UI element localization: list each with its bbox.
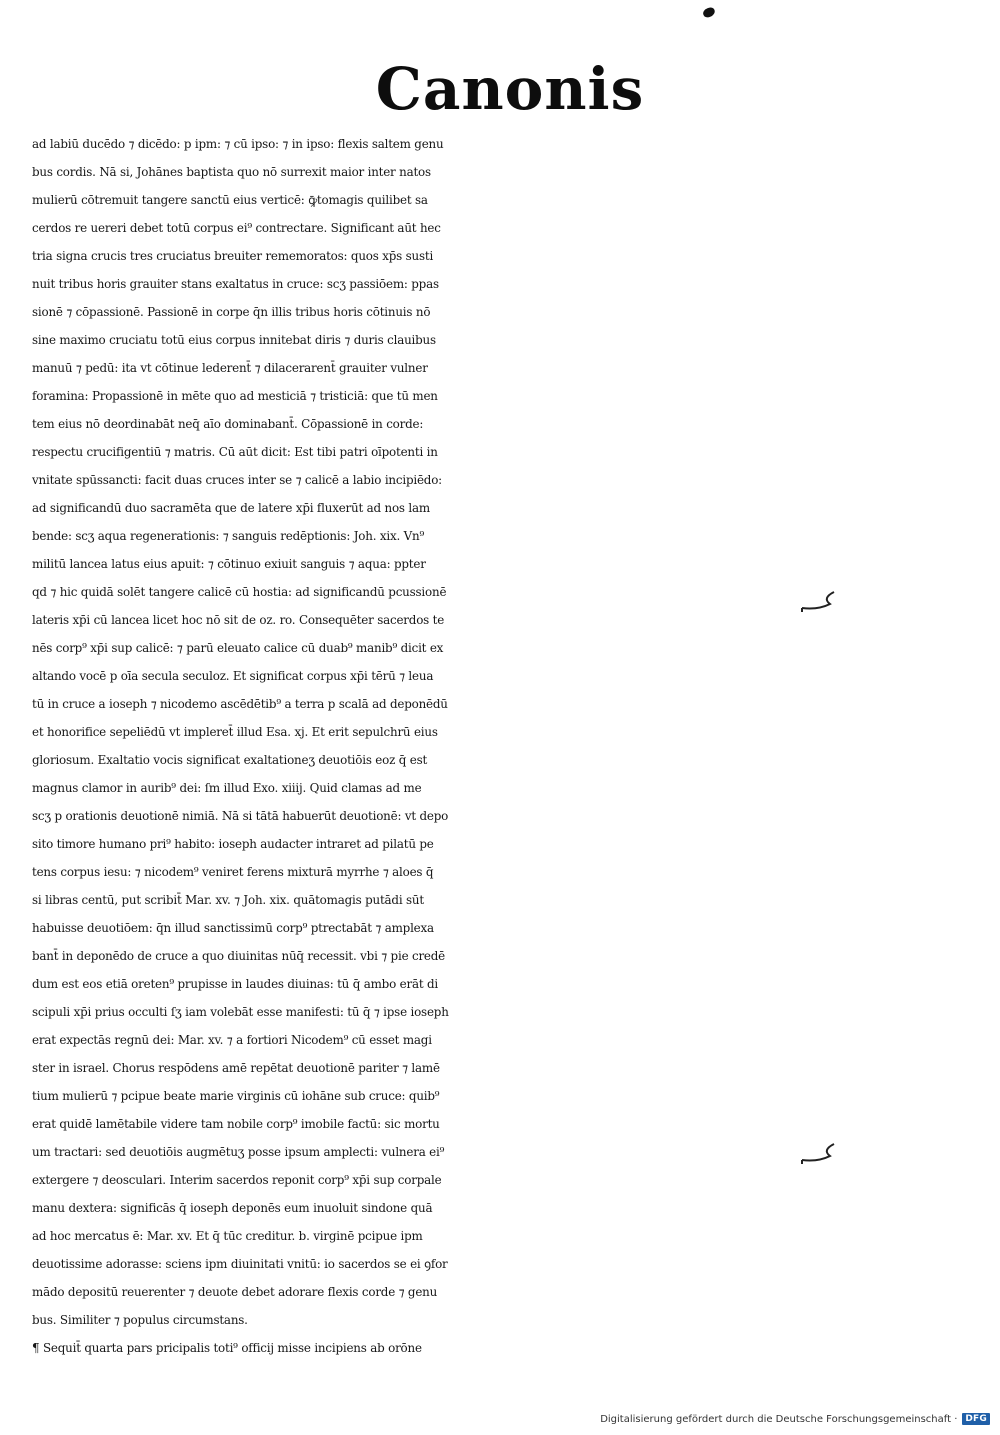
text-line: sine maximo cruciatu totū eius corpus innitebat diris ⁊ duris clauibus (32, 333, 436, 347)
ink-blot (702, 6, 716, 19)
text-line: sionē ⁊ cōpassionē. Passionē in corpe q̄n illis tribus horis cōtinuis nō (32, 305, 431, 319)
text-line: scʒ p orationis deuotionē nimiā. Nā si tātā habuerūt deuotionē: vt depo (32, 809, 449, 823)
text-line: um tractari: sed deuotiōis augmētuʒ posse ipsum amplecti: vulnera ei⁹ (32, 1145, 445, 1159)
text-line: tria signa crucis tres cruciatus breuiter rememoratos: quos xp̄s susti (32, 249, 434, 263)
text-line: ad labiū ducēdo ⁊ dicēdo: p ipm: ⁊ cū ipso: ⁊ in ipso: flexis saltem genu (32, 137, 444, 151)
dfg-logo: DFG (962, 1413, 990, 1425)
body-text (32, 130, 832, 1362)
text-line: tū in cruce a ioseph ⁊ nicodemo ascēdētib⁹ a terra p scalā ad deponēdū (32, 697, 448, 711)
text-line: bus. Similiter ⁊ populus circumstans. (32, 1313, 248, 1327)
text-line: et honorifice sepeliēdū vt impleret̄ illud Esa. xj. Et erit sepulchrū eius (32, 725, 438, 739)
text-line: manu dextera: significās q̄ ioseph deponēs eum inuoluit sindone quā (32, 1201, 433, 1215)
text-line: tens corpus iesu: ⁊ nicodem⁹ veniret ferens mixturā myrrhe ⁊ aloes q̄ (32, 865, 434, 879)
text-line: ¶ Sequit̄ quarta pars pricipalis toti⁹ officij misse incipiens ab orōne (32, 1341, 422, 1355)
margin-bracket-mark (800, 1136, 840, 1166)
text-line: mādo depositū reuerenter ⁊ deuote debet adorare flexis corde ⁊ genu (32, 1285, 438, 1299)
running-title: Canonis (375, 55, 645, 123)
text-line: si libras centū, put scribit̄ Mar. xv. ⁊ Joh. xix. quātomagis putādi sūt (32, 893, 424, 907)
text-line: magnus clamor in aurib⁹ dei: ſm illud Exo. xiiij. Quid clamas ad me (32, 781, 422, 795)
text-line: altando vocē p oīa secula seculoz. Et significat corpus xp̄i tērū ⁊ leua (32, 669, 434, 683)
text-line: erat quidē lamētabile videre tam nobile corp⁹ imobile factū: sic mortu (32, 1117, 440, 1131)
text-line: extergere ⁊ deosculari. Interim sacerdos reponit corp⁹ xp̄i sup corpale (32, 1173, 442, 1187)
text-line: militū lancea latus eius apuit: ⁊ cōtinuo exiuit sanguis ⁊ aqua: ppter (32, 557, 426, 571)
text-line: habuisse deuotiōem: q̄n illud sanctissimū corp⁹ ptrectabāt ⁊ amplexa (32, 921, 434, 935)
text-line: tium mulierū ⁊ pcipue beate marie virginis cū iohāne sub cruce: quib⁹ (32, 1089, 440, 1103)
footer (600, 1413, 990, 1425)
text-line: gloriosum. Exaltatio vocis significat exaltationeʒ deuotiōis eoz q̄ est (32, 753, 428, 767)
footer-credit: Digitalisierung gefördert durch die Deutsche Forschungsgemeinschaft · (600, 1413, 958, 1425)
text-line: bant̄ in deponēdo de cruce a quo diuinitas nūq̄ recessit. vbi ⁊ pie credē (32, 949, 446, 963)
text-line: bende: scʒ aqua regenerationis: ⁊ sanguis redēptionis: Joh. xix. Vn⁹ (32, 529, 425, 543)
text-line: nēs corp⁹ xp̄i sup calicē: ⁊ parū eleuato calice cū duab⁹ manib⁹ dicit ex (32, 641, 444, 655)
text-line: cerdos re uereri debet totū corpus ei⁹ contrectare. Significant aūt hec (32, 221, 441, 235)
text-line: tem eius nō deordinabāt neq̄ aīo dominabant̄. Cōpassionē in corde: (32, 417, 424, 431)
text-line: scipuli xp̄i prius occulti ſʒ iam volebāt esse manifesti: tū q̄ ⁊ ipse ioseph (32, 1005, 449, 1019)
text-line: vnitate spūssancti: facit duas cruces inter se ⁊ calicē a labio incipiēdo: (32, 473, 442, 487)
text-line: bus cordis. Nā si, Johānes baptista quo nō surrexit maior inter natos (32, 165, 431, 179)
text-line: respectu crucifigentiū ⁊ matris. Cū aūt dicit: Est tibi patri oīpotenti in (32, 445, 438, 459)
text-line: ad hoc mercatus ē: Mar. xv. Et q̄ tūc creditur. b. virginē pcipue ipm (32, 1229, 423, 1243)
text-line: foramina: Propassionē in mēte quo ad mesticiā ⁊ tristiciā: que tū men (32, 389, 438, 403)
text-line: dum est eos etiā oreten⁹ prupisse in laudes diuinas: tū q̄ ambo erāt di (32, 977, 439, 991)
text-line: mulierū cōtremuit tangere sanctū eius verticē: ꝙ̄tomagis quilibet sa (32, 193, 428, 207)
text-line: sito timore humano pri⁹ habito: ioseph audacter intraret ad pilatū pe (32, 837, 434, 851)
text-line: lateris xp̄i cū lancea licet hoc nō sit de oz. ro. Consequēter sacerdos te (32, 613, 445, 627)
text-line: erat expectās regnū dei: Mar. xv. ⁊ a fortiori Nicodem⁹ cū esset magi (32, 1033, 432, 1047)
margin-bracket-mark (800, 584, 840, 614)
text-line: manuū ⁊ pedū: ita vt cōtinue lederent̄ ⁊ dilacerarent̄ grauiter vulner (32, 361, 428, 375)
text-line: qd ⁊ hic quidā solēt tangere calicē cū hostia: ad significandū pcussionē (32, 585, 447, 599)
text-line: ster in israel. Chorus respōdens amē repētat deuotionē pariter ⁊ lamē (32, 1061, 440, 1075)
text-line: nuit tribus horis grauiter stans exaltatus in cruce: scʒ passiōem: ppas (32, 277, 439, 291)
text-line: ad significandū duo sacramēta que de latere xp̄i fluxerūt ad nos lam (32, 501, 430, 515)
text-line: deuotissime adorasse: sciens ipm diuinitati vnitū: io sacerdos se ei ꝯfor (32, 1257, 448, 1271)
